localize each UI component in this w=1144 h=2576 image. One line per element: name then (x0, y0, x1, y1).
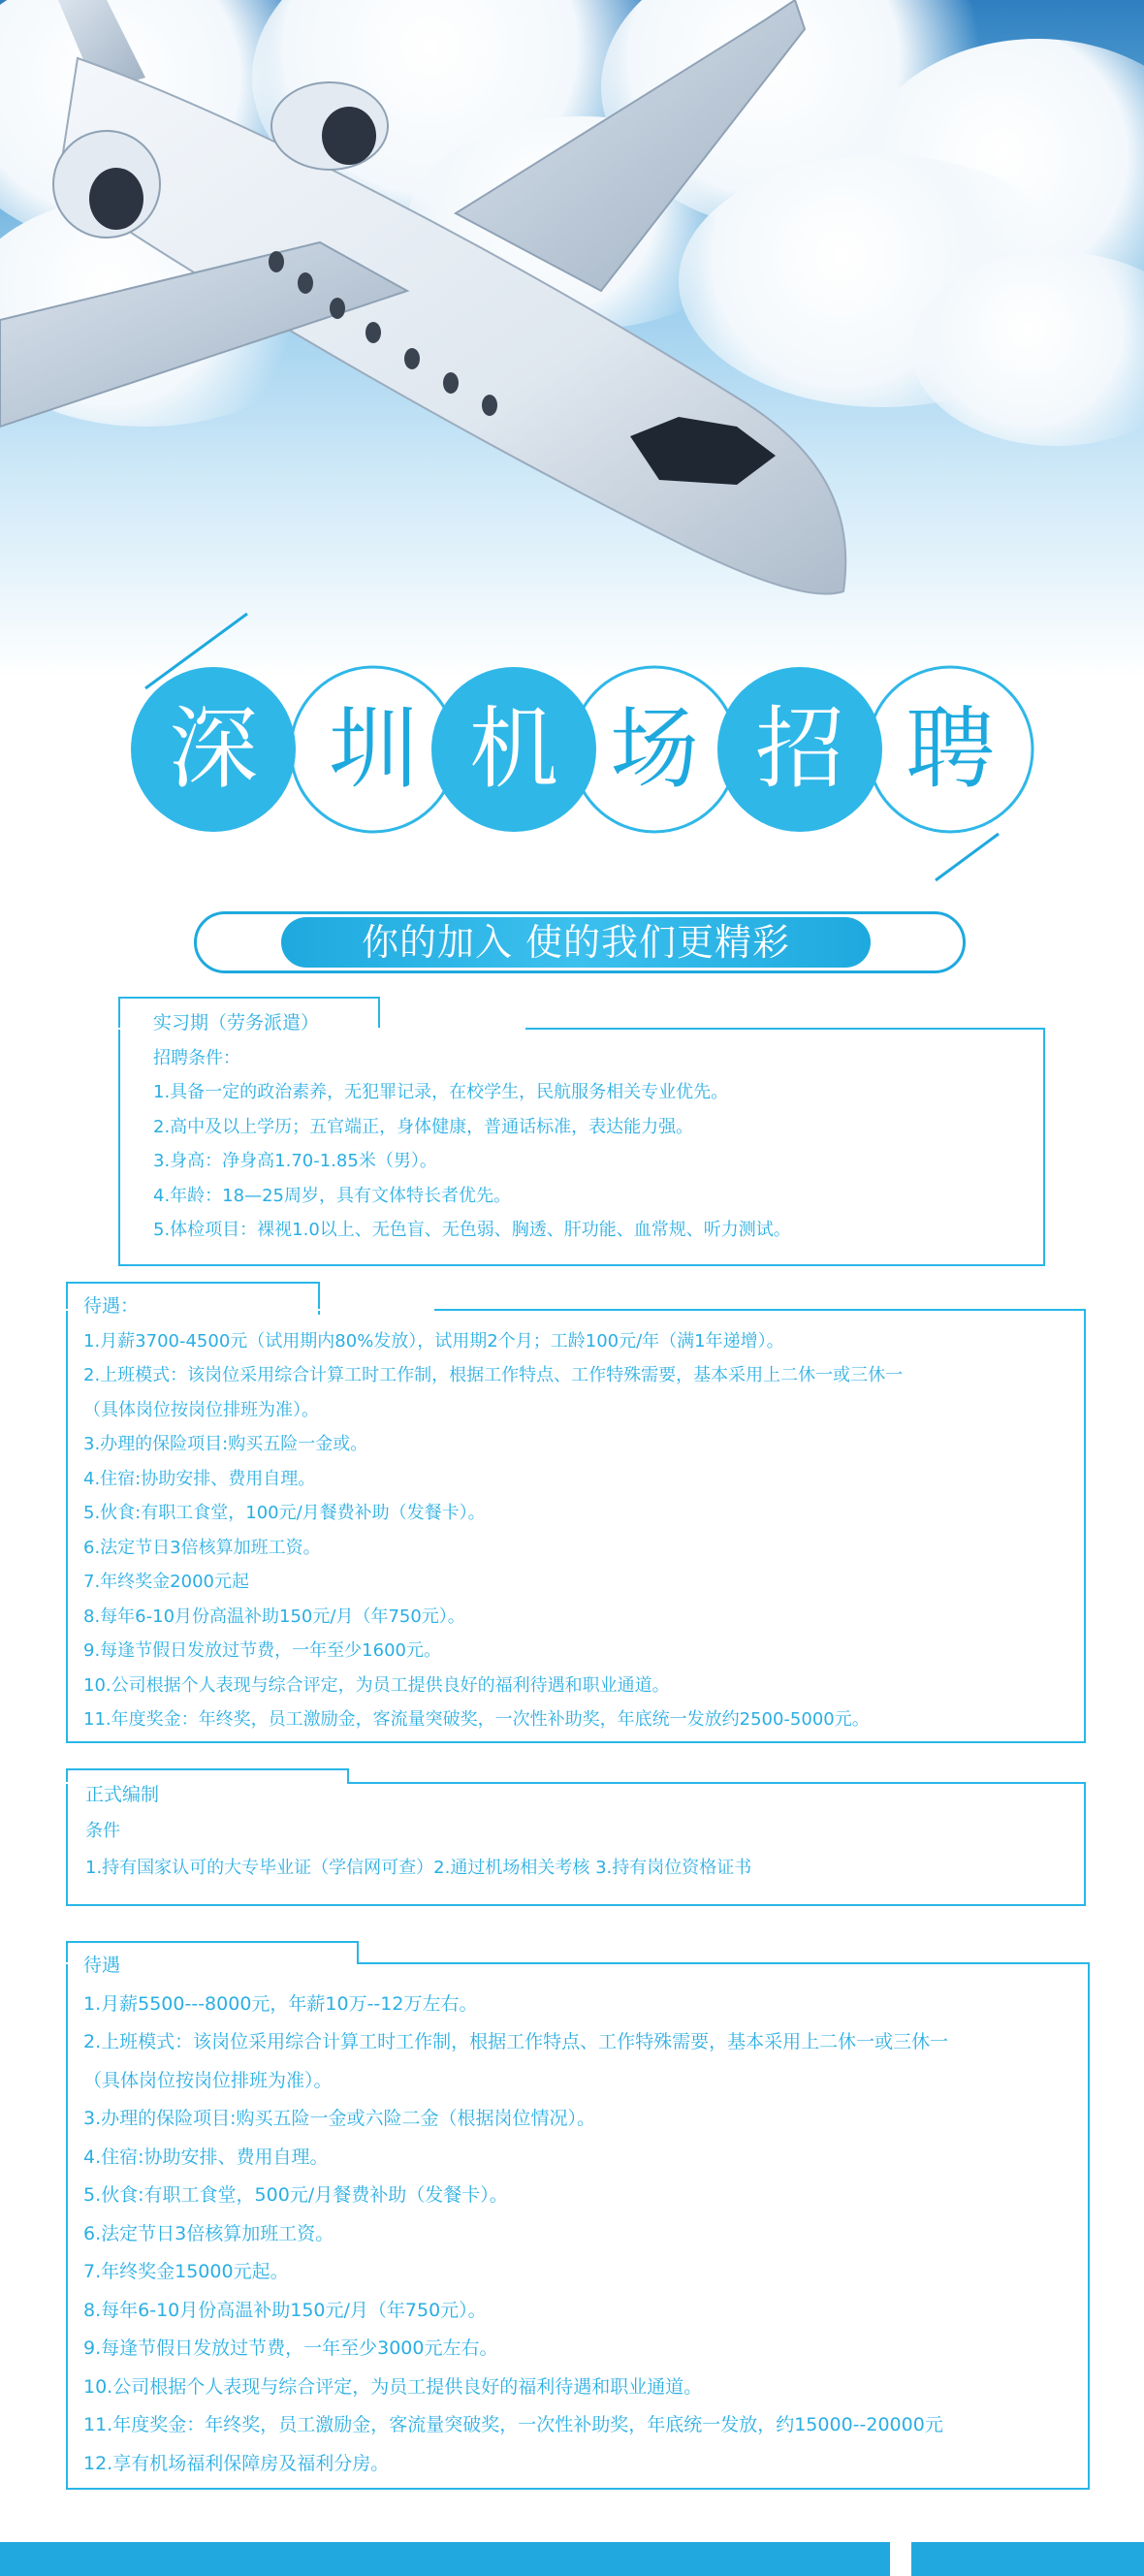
list-item: 6.法定节日3倍核算加班工资。 (83, 2222, 334, 2244)
list-item: 3.办理的保险项目:购买五险一金或。 (83, 1434, 368, 1454)
list-item: 4.住宿:协助安排、费用自理。 (83, 1468, 316, 1489)
section-subheading: 条件 (85, 1821, 120, 1841)
list-item: 1.具备一定的政治素养，无犯罪记录，在校学生，民航服务相关专业优先。 (153, 1082, 729, 1102)
list-item: 2.上班模式：该岗位采用综合计算工时工作制，根据工作特点、工作特殊需要，基本采用上二休一或三休一 (83, 1365, 904, 1385)
airplane-illustration (0, 0, 1144, 679)
title-char-6: 聘 (905, 697, 995, 801)
section-formal-text (85, 1776, 751, 1887)
list-item: 5.伙食:有职工食堂，500元/月餐费补助（发餐卡）。 (83, 2184, 508, 2206)
section-heading: 实习期（劳务派遣） (153, 1012, 320, 1034)
title-char-1: 深 (168, 697, 258, 801)
list-item: 5.体检项目：裸视1.0以上、无色盲、无色弱、胸透、肝功能、血常规、听力测试。 (153, 1220, 791, 1240)
list-item: 8.每年6-10月份高温补助150元/月（年750元）。 (83, 2299, 487, 2321)
slogan: 你的加入 使的我们更精彩 (281, 917, 871, 968)
list-item: 1.持有国家认可的大专毕业证（学信网可查）2.通过机场相关考核 3.持有岗位资格证书 (85, 1858, 752, 1878)
list-item: 11.年度奖金：年终奖，员工激励金，客流量突破奖，一次性补助奖，年底统一发放约2500-5000元。 (83, 1709, 870, 1730)
list-item: 10.公司根据个人表现与综合评定，为员工提供良好的福利待遇和职业通道。 (83, 1674, 670, 1696)
title-char-4: 场 (609, 697, 699, 801)
title-char-2: 圳 (328, 697, 418, 801)
list-item: 7.年终奖金2000元起 (83, 1572, 249, 1592)
section-subheading: 招聘条件： (153, 1047, 240, 1068)
section-heading: 待遇 (83, 1955, 121, 1976)
list-item: 1.月薪5500---8000元，年薪10万--12万左右。 (83, 1992, 478, 2015)
list-item: 4.年龄：18—25周岁，具有文体特长者优先。 (153, 1185, 511, 1206)
list-item: 11.年度奖金：年终奖，员工激励金，客流量突破奖，一次性补助奖，年底统一发放，约15000--20000元 (83, 2414, 943, 2435)
list-item: 2.上班模式：该岗位采用综合计算工时工作制，根据工作特点、工作特殊需要，基本采用上二休一或三休一 (83, 2031, 949, 2052)
list-item: 9.每逢节假日发放过节费，一年至少3000元左右。 (83, 2337, 498, 2359)
list-item: 4.住宿:协助安排、费用自理。 (83, 2146, 329, 2168)
list-item: （具体岗位按岗位排班为准）。 (83, 2069, 333, 2091)
footer-bar-right (911, 2542, 1144, 2576)
title-char-3: 机 (468, 697, 558, 801)
section-heading: 待遇： (83, 1295, 140, 1317)
section-benefits-intern-text (83, 1289, 903, 1737)
list-item: 3.办理的保险项目:购买五险一金或六险二金（根据岗位情况）。 (83, 2108, 596, 2129)
title-banner (0, 601, 1144, 892)
list-item: 5.伙食:有职工食堂，100元/月餐费补助（发餐卡）。 (83, 1503, 486, 1523)
list-item: 8.每年6-10月份高温补助150元/月（年750元）。 (83, 1606, 465, 1627)
list-item: 1.月薪3700-4500元（试用期内80%发放），试用期2个月；工龄100元/年（满1年递增）。 (83, 1330, 784, 1352)
list-item: 9.每逢节假日发放过节费，一年至少1600元。 (83, 1640, 441, 1661)
list-item: 7.年终奖金15000元起。 (83, 2261, 289, 2282)
section-heading: 正式编制 (85, 1784, 160, 1805)
hero-image (0, 0, 1144, 679)
list-item: 2.高中及以上学历；五官端正，身体健康，普通话标准，表达能力强。 (153, 1116, 694, 1137)
list-item: 3.身高：净身高1.70-1.85米（男）。 (153, 1151, 437, 1171)
footer-bar-left (0, 2542, 890, 2576)
section-benefits-formal-text (83, 1947, 948, 2483)
list-item: 10.公司根据个人表现与综合评定，为员工提供良好的福利待遇和职业通道。 (83, 2375, 703, 2398)
title-char-5: 招 (754, 697, 844, 801)
list-item: 12.享有机场福利保障房及福利分房。 (83, 2452, 390, 2474)
list-item: 6.法定节日3倍核算加班工资。 (83, 1537, 321, 1558)
list-item: （具体岗位按岗位排班为准）。 (83, 1399, 319, 1420)
section-internship-text (153, 1006, 791, 1248)
